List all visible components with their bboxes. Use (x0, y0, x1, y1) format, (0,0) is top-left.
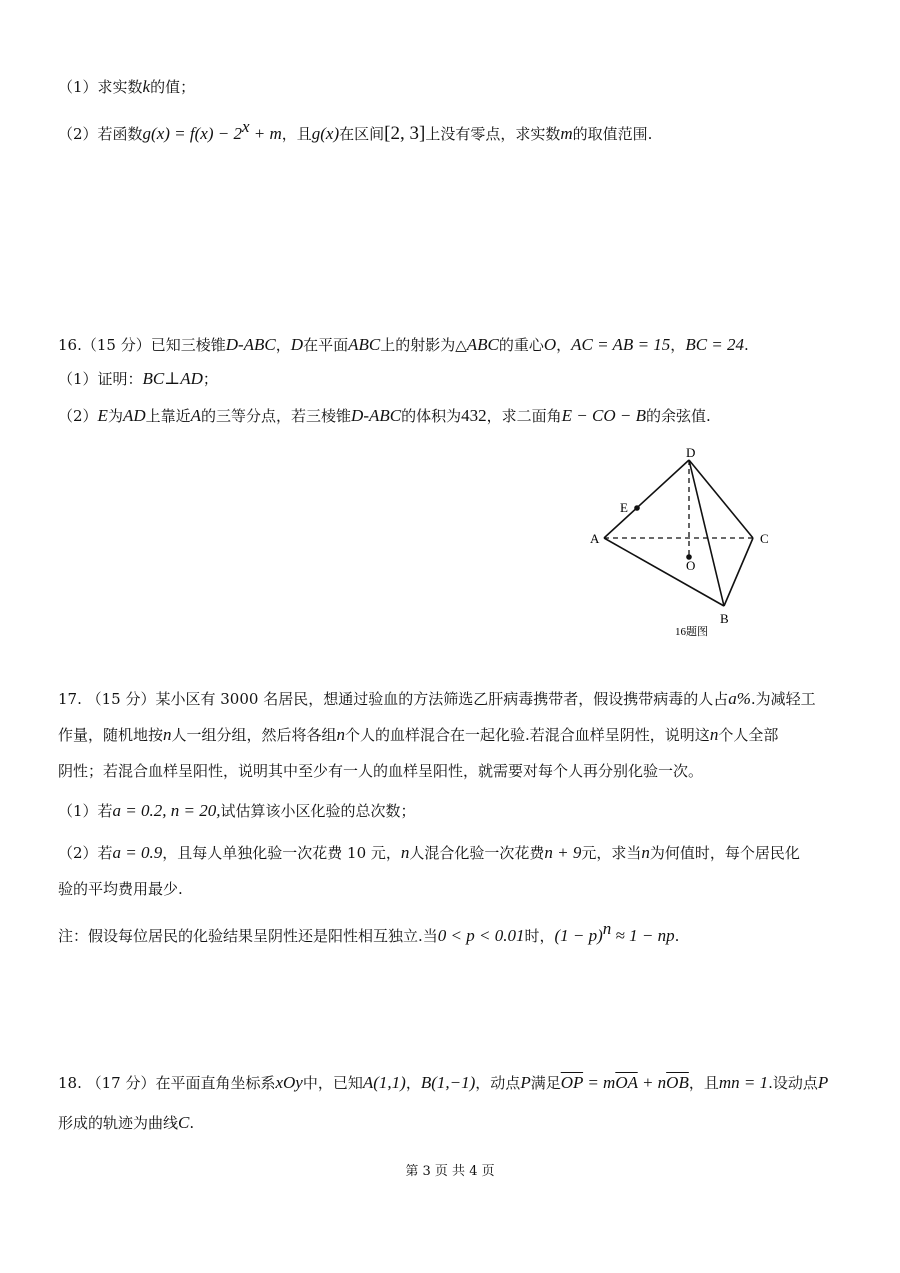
q15-part1: （1）求实数k的值； (58, 77, 196, 96)
q16-part1: （1）证明：BC⊥AD； (58, 369, 218, 388)
page-footer: 第 3 页 共 4 页 (405, 1164, 495, 1179)
edge-da (604, 460, 689, 538)
q17-line2: 作量，随机地按n人一组分组，然后将各组n个人的血样混合在一起化验.若混合血样呈阴性，说明这n个人全部 (58, 725, 779, 744)
edge-ab (604, 538, 724, 606)
label-d: D (686, 445, 696, 460)
q17-part2: （2）若a = 0.9，且每人单独化验一次花费 10 元，n人混合化验一次花费n + 9元，求当n为何值时，每个居民化 (58, 843, 800, 862)
q17-note: 注：假设每位居民的化验结果呈阴性还是阳性相互独立.当0 < p < 0.01时，$(1 - p)^n \approx 1$ − np. (58, 919, 680, 945)
label-e: E (620, 500, 628, 515)
q16-stem: 16.（15 分）已知三棱锥D-ABC，D在平面ABC上的射影为△ABC的重心O，AC = AB = 15，BC = 24. (58, 335, 749, 354)
figure-caption: 16题图 (675, 626, 708, 638)
q16-part2: （2）E为AD上靠近A的三等分点，若三棱锥D-ABC的体积为432，求二面角E − CO − B的余弦值. (58, 406, 711, 425)
q17-line1: 17. （15 分）某小区有 3000 名居民，想通过验血的方法筛选乙肝病毒携带者，假设携带病毒的人占a%.为减轻工 (58, 689, 816, 708)
label-a: A (590, 531, 600, 546)
q17-line3: 阴性；若混合血样呈阳性，说明其中至少有一人的血样呈阳性，就需要对每个人再分别化验一次。 (58, 762, 704, 780)
q18-line1: 18. （17 分）在平面直角坐标系xOy中，已知A(1,1)，B(1,−1)，动点P满足$\overline{OP} = m\overline{OA} + n\overline{OB}$，且mn = 1.设动点P (58, 1073, 829, 1092)
edge-cb (724, 538, 753, 606)
q17-part1: （1）若a = 0.2, n = 20,试估算该小区化验的总次数； (58, 801, 416, 820)
q15-part2: （2）若函数$g(x) = f(x) - 2^x + m$，且g(x)在区间[2, 3]上没有零点，求实数m的取值范围. (58, 117, 653, 144)
label-o: O (686, 558, 696, 573)
label-c: C (760, 531, 769, 546)
label-b: B (720, 611, 729, 626)
tetrahedron-figure (580, 445, 780, 645)
q18-line2: 形成的轨迹为曲线C. (58, 1113, 195, 1132)
q17-part2-cont: 验的平均费用最少. (58, 880, 183, 898)
point-e (634, 505, 640, 511)
